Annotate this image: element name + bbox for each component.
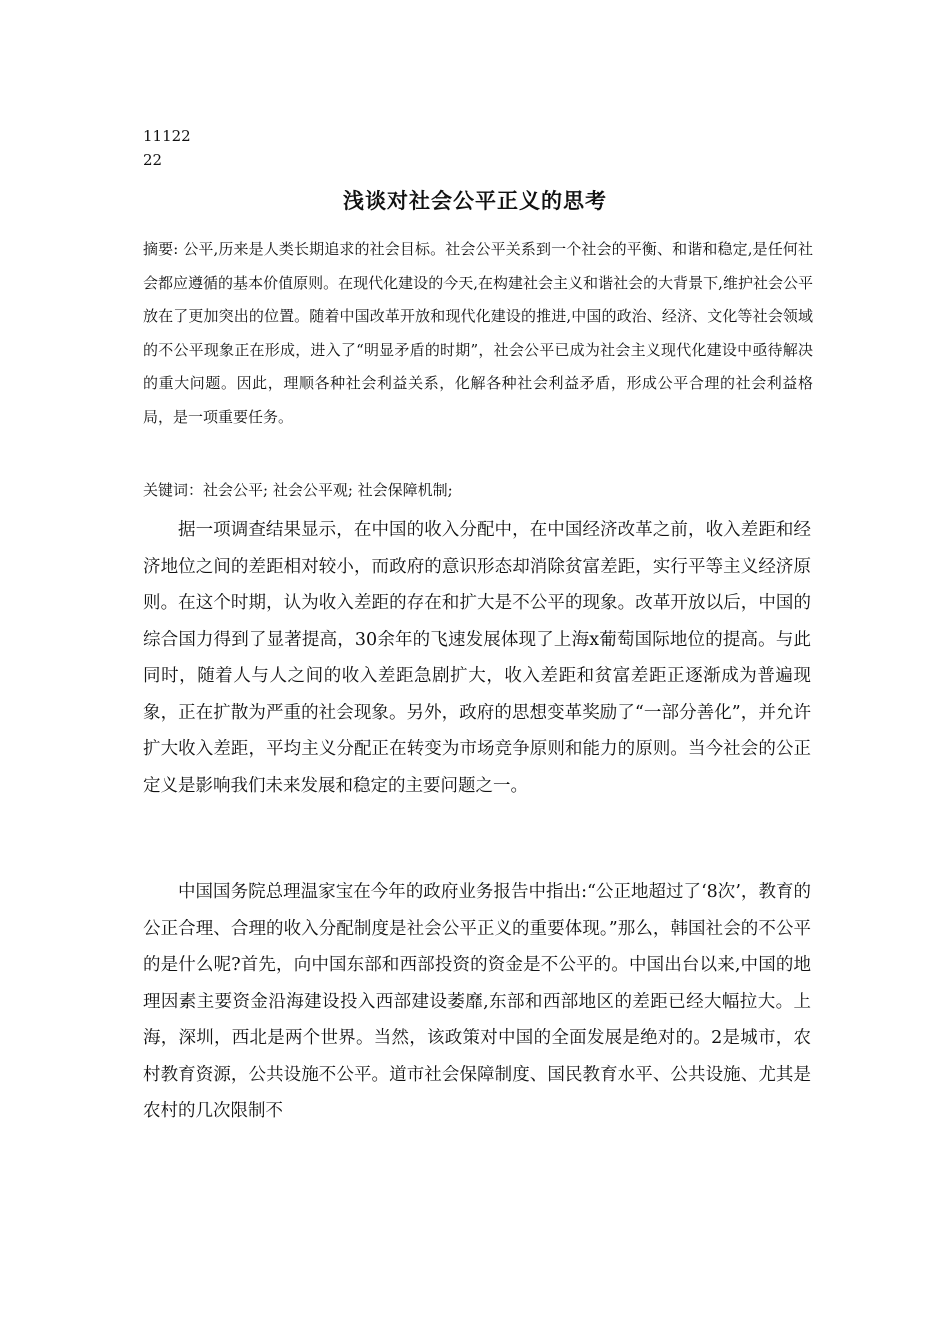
document-code-line-1: 11122 (143, 127, 191, 145)
keywords: 关键词：社会公平; 社会公平观; 社会保障机制; (143, 481, 453, 499)
body-paragraph-2: 中国国务院总理温家宝在今年的政府业务报告中指出:“公正地超过了‘8次’，教育的公正合理、合理的收入分配制度是社会公平正义的重要体现。”那么，韩国社会的不公平的是什么呢?首先，向中国东部和西部投资的资金是不公平的。中国出台以来,中国的地理因素主要资金沿海建设投入西部建设萎靡,东部和西部地区的差距已经大幅拉大。上海，深圳，西北是两个世界。当然，该政策对中国的全面发展是绝对的。2是城市，农村教育资源，公共设施不公平。道市社会保障制度、国民教育水平、公共设施、尤其是农村的几次限制不 (143, 882, 811, 1121)
document-title: 浅谈对社会公平正义的思考 (343, 188, 607, 213)
body-paragraph-1: 据一项调查结果显示，在中国的收入分配中，在中国经济改革之前，收入差距和经济地位之间的差距相对较小，而政府的意识形态却消除贫富差距，实行平等主义经济原则。在这个时期，认为收入差距的存在和扩大是不公平的现象。改革开放以后，中国的综合国力得到了显著提高，30余年的飞速发展体现了上海x葡萄国际地位的提高。与此同时，随着人与人之间的收入差距急剧扩大，收入差距和贫富差距正逐渐成为普遍现象，正在扩散为严重的社会现象。另外，政府的思想变革奖励了“一部分善化”，并允许扩大收入差距，平均主义分配正在转变为市场竞争原则和能力的原则。当今社会的公正定义是影响我们未来发展和稳定的主要问题之一。 (143, 520, 811, 796)
document-code-line-2: 22 (143, 151, 163, 169)
abstract: 摘要: 公平,历来是人类长期追求的社会目标。社会公平关系到一个社会的平衡、和谐和稳定,是任何社会都应遵循的基本价值原则。在现代化建设的今天,在构建社会主义和谐社会的大背景下,维护社会公平放在了更加突出的位置。随着中国改革开放和现代化建设的推进,中国的政治、经济、文化等社会领域的不公平现象正在形成，进入了“明显矛盾的时期”，社会公平已成为社会主义现代化建设中亟待解决的重大问题。因此，理顺各种社会利益关系，化解各种社会利益矛盾，形成公平合理的社会利益格局，是一项重要任务。 (143, 240, 813, 426)
